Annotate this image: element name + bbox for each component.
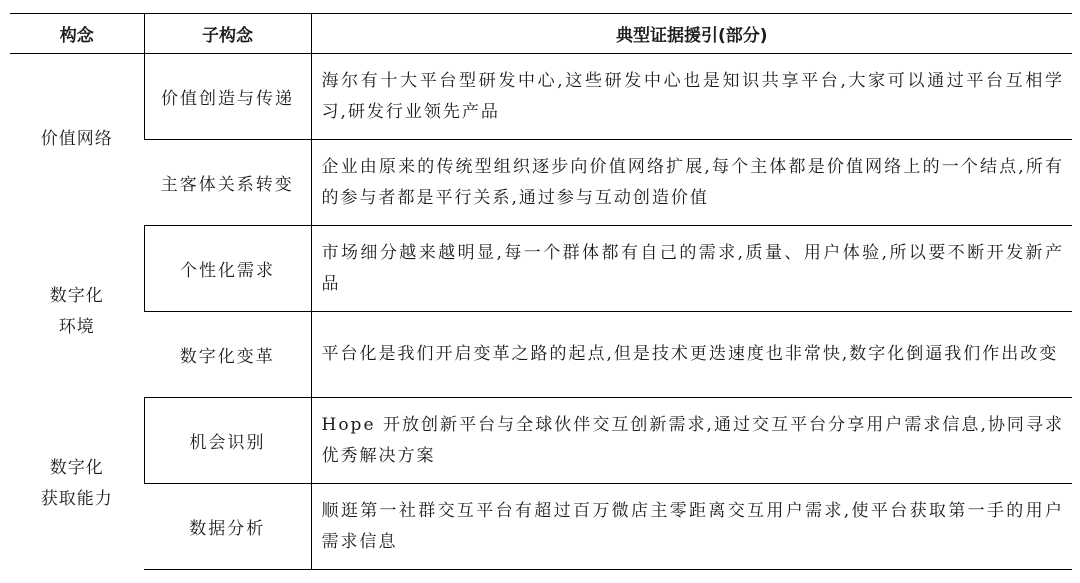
sub-construct-cell: 机会识别 [144,398,311,484]
table-row [10,398,1072,484]
header-construct: 构念 [10,14,144,54]
construct-cell [10,398,144,570]
evidence-cell: 海尔有十大平台型研发中心,这些研发中心也是知识共享平台,大家可以通过平台互相学习,研发行业领先产品 [311,54,1072,140]
table-row [10,484,1072,570]
table-row [10,54,1072,140]
evidence-cell: 平台化是我们开启变革之路的起点,但是技术更迭速度也非常快,数字化倒逼我们作出改变 [311,312,1072,398]
table-row [10,312,1072,398]
construct-label-line: 环境 [58,316,95,337]
evidence-cell: 企业由原来的传统型组织逐步向价值网络扩展,每个主体都是价值网络上的一个结点,所有的参与者都是平行关系,通过参与互动创造价值 [311,140,1072,226]
header-evidence: 典型证据援引(部分) [311,14,1072,54]
evidence-table [10,13,1072,570]
sub-construct-cell: 价值创造与传递 [144,54,311,140]
table-row [10,226,1072,312]
construct-label-line: 数字化 [49,285,104,306]
table-row [10,140,1072,226]
construct-label-line: 数字化 [49,457,104,478]
sub-construct-cell: 数据分析 [144,484,311,570]
construct-label: 价值网络 [40,129,113,150]
sub-construct-cell: 主客体关系转变 [144,140,311,226]
construct-cell [10,226,144,398]
evidence-cell: 顺逛第一社群交互平台有超过百万微店主零距离交互用户需求,使平台获取第一手的用户需求信息 [311,484,1072,570]
construct-cell [10,54,144,226]
evidence-cell: Hope 开放创新平台与全球伙伴交互创新需求,通过交互平台分享用户需求信息,协同寻求优秀解决方案 [311,398,1072,484]
construct-label-line: 获取能力 [40,488,113,509]
sub-construct-cell: 数字化变革 [144,312,311,398]
header-row [10,14,1072,54]
sub-construct-cell: 个性化需求 [144,226,311,312]
evidence-cell: 市场细分越来越明显,每一个群体都有自己的需求,质量、用户体验,所以要不断开发新产品 [311,226,1072,312]
header-sub-construct: 子构念 [144,14,311,54]
